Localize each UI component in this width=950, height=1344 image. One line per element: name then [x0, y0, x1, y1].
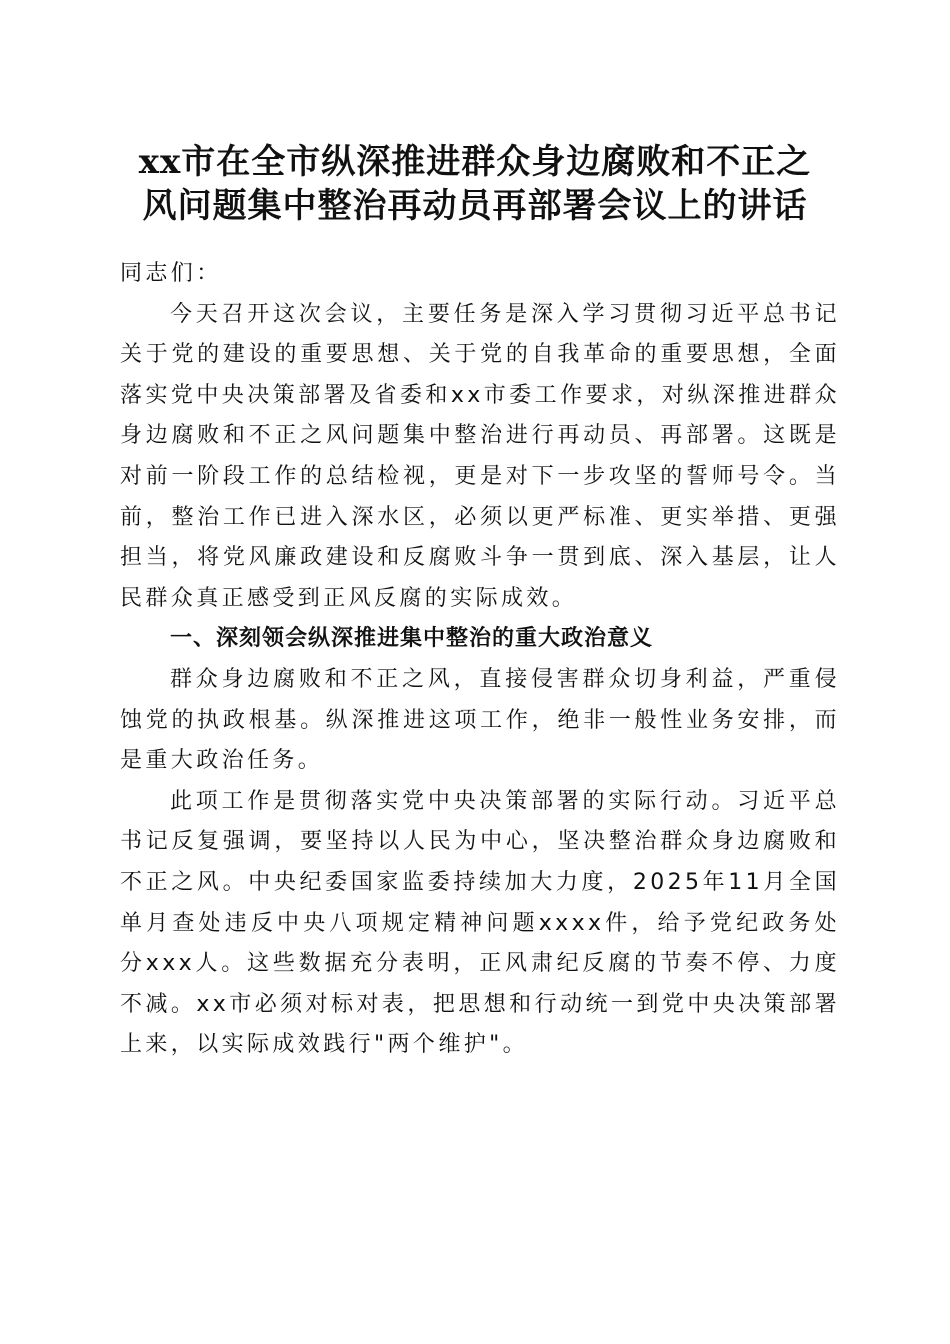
section-1-paragraph-1: 群众身边腐败和不正之风，直接侵害群众切身利益，严重侵蚀党的执政根基。纵深推进这项工作，绝非一般性业务安排，而是重大政治任务。: [120, 666, 840, 774]
intro-paragraph: 今天召开这次会议，主要任务是深入学习贯彻习近平总书记关于党的建设的重要思想、关于党的自我革命的重要思想，全面落实党中央决策部署及省委和xx市委工作要求，对纵深推进群众身边腐败和不正之风问题集中整治进行再动员、再部署。这既是对前一阶段工作的总结检视，更是对下一步攻坚的誓师号令。当前，整治工作已进入深水区，必须以更严标准、更实举措、更强担当，将党风廉政建设和反腐败斗争一贯到底、深入基层，让人民群众真正感受到正风反腐的实际成效。: [120, 301, 840, 611]
document-title-line-1: xx市在全市纵深推进群众身边腐败和不正之: [138, 142, 812, 182]
section-1-heading: 一、深刻领会纵深推进集中整治的重大政治意义: [170, 626, 654, 652]
salutation: 同志们：: [120, 261, 222, 286]
document-title-line-2: 风问题集中整治再动员再部署会议上的讲话: [142, 186, 808, 226]
document-body: [120, 254, 840, 1066]
section-1-paragraph-2: 此项工作是贯彻落实党中央决策部署的实际行动。习近平总书记反复强调，要坚持以人民为中心，坚决整治群众身边腐败和不正之风。中央纪委国家监委持续加大力度，2025年11月全国单月查处违反中央八项规定精神问题xxxx件，给予党纪政务处分xxx人。这些数据充分表明，正风肃纪反腐的节奏不停、力度不减。xx市必须对标对表，把思想和行动统一到党中央决策部署上来，以实际成效践行"两个维护"。: [120, 788, 840, 1058]
